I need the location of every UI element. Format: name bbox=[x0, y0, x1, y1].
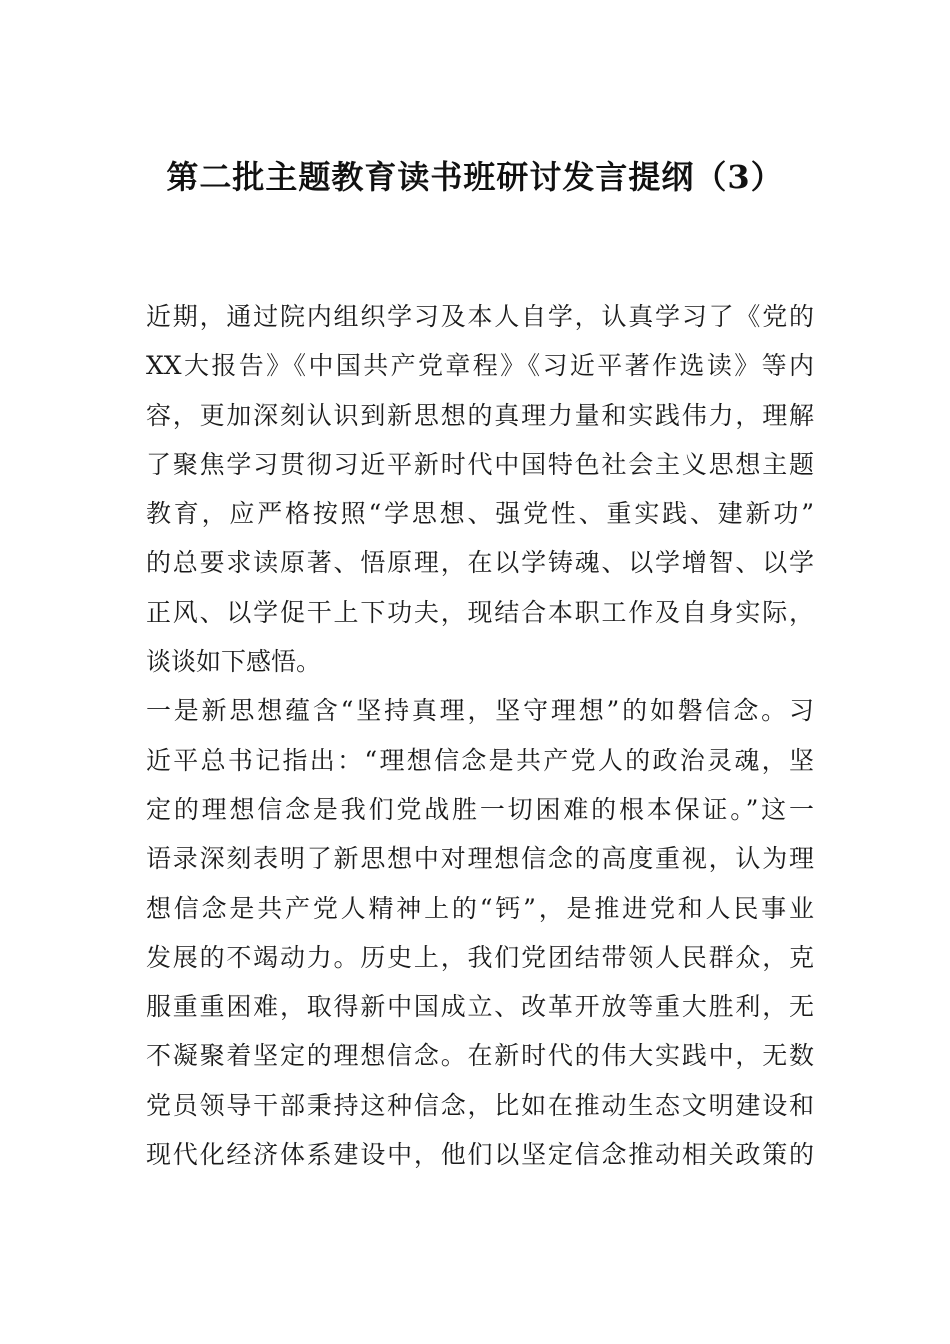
body-line: 谈谈如下感悟。 bbox=[146, 647, 322, 677]
document-body bbox=[146, 292, 814, 1179]
body-line: 近平总书记指出：“理想信念是共产党人的政治灵魂，坚 bbox=[146, 745, 814, 775]
body-line: 一是新思想蕴含“坚持真理，坚守理想”的如磐信念。习 bbox=[146, 696, 814, 726]
body-line: 了聚焦学习贯彻习近平新时代中国特色社会主义思想主题 bbox=[146, 449, 814, 479]
body-line: 的总要求读原著、悟原理，在以学铸魂、以学增智、以学 bbox=[146, 548, 814, 578]
body-line: 语录深刻表明了新思想中对理想信念的高度重视，认为理 bbox=[146, 844, 814, 874]
body-line: 正风、以学促干上下功夫，现结合本职工作及自身实际， bbox=[146, 597, 814, 627]
body-line: 近期，通过院内组织学习及本人自学，认真学习了《党的 bbox=[146, 302, 814, 331]
body-line: 发展的不竭动力。历史上，我们党团结带领人民群众，克 bbox=[146, 942, 814, 972]
body-line: 想信念是共产党人精神上的“钙”，是推进党和人民事业 bbox=[146, 893, 814, 923]
document-title: 第二批主题教育读书班研讨发言提纲（3） bbox=[166, 158, 784, 196]
body-line: 党员领导干部秉持这种信念，比如在推动生态文明建设和 bbox=[146, 1090, 814, 1120]
body-line: 容，更加深刻认识到新思想的真理力量和实践伟力，理解 bbox=[146, 400, 814, 430]
body-line: 不凝聚着坚定的理想信念。在新时代的伟大实践中，无数 bbox=[146, 1041, 814, 1071]
body-line: 现代化经济体系建设中，他们以坚定信念推动相关政策的 bbox=[146, 1140, 814, 1170]
body-line: XX大报告》《中国共产党章程》《习近平著作选读》等内 bbox=[146, 351, 814, 381]
body-line: 服重重困难，取得新中国成立、改革开放等重大胜利，无 bbox=[146, 992, 814, 1022]
body-line: 定的理想信念是我们党战胜一切困难的根本保证。”这一 bbox=[146, 794, 814, 824]
body-line: 教育，应严格按照“学思想、强党性、重实践、建新功” bbox=[146, 499, 814, 529]
